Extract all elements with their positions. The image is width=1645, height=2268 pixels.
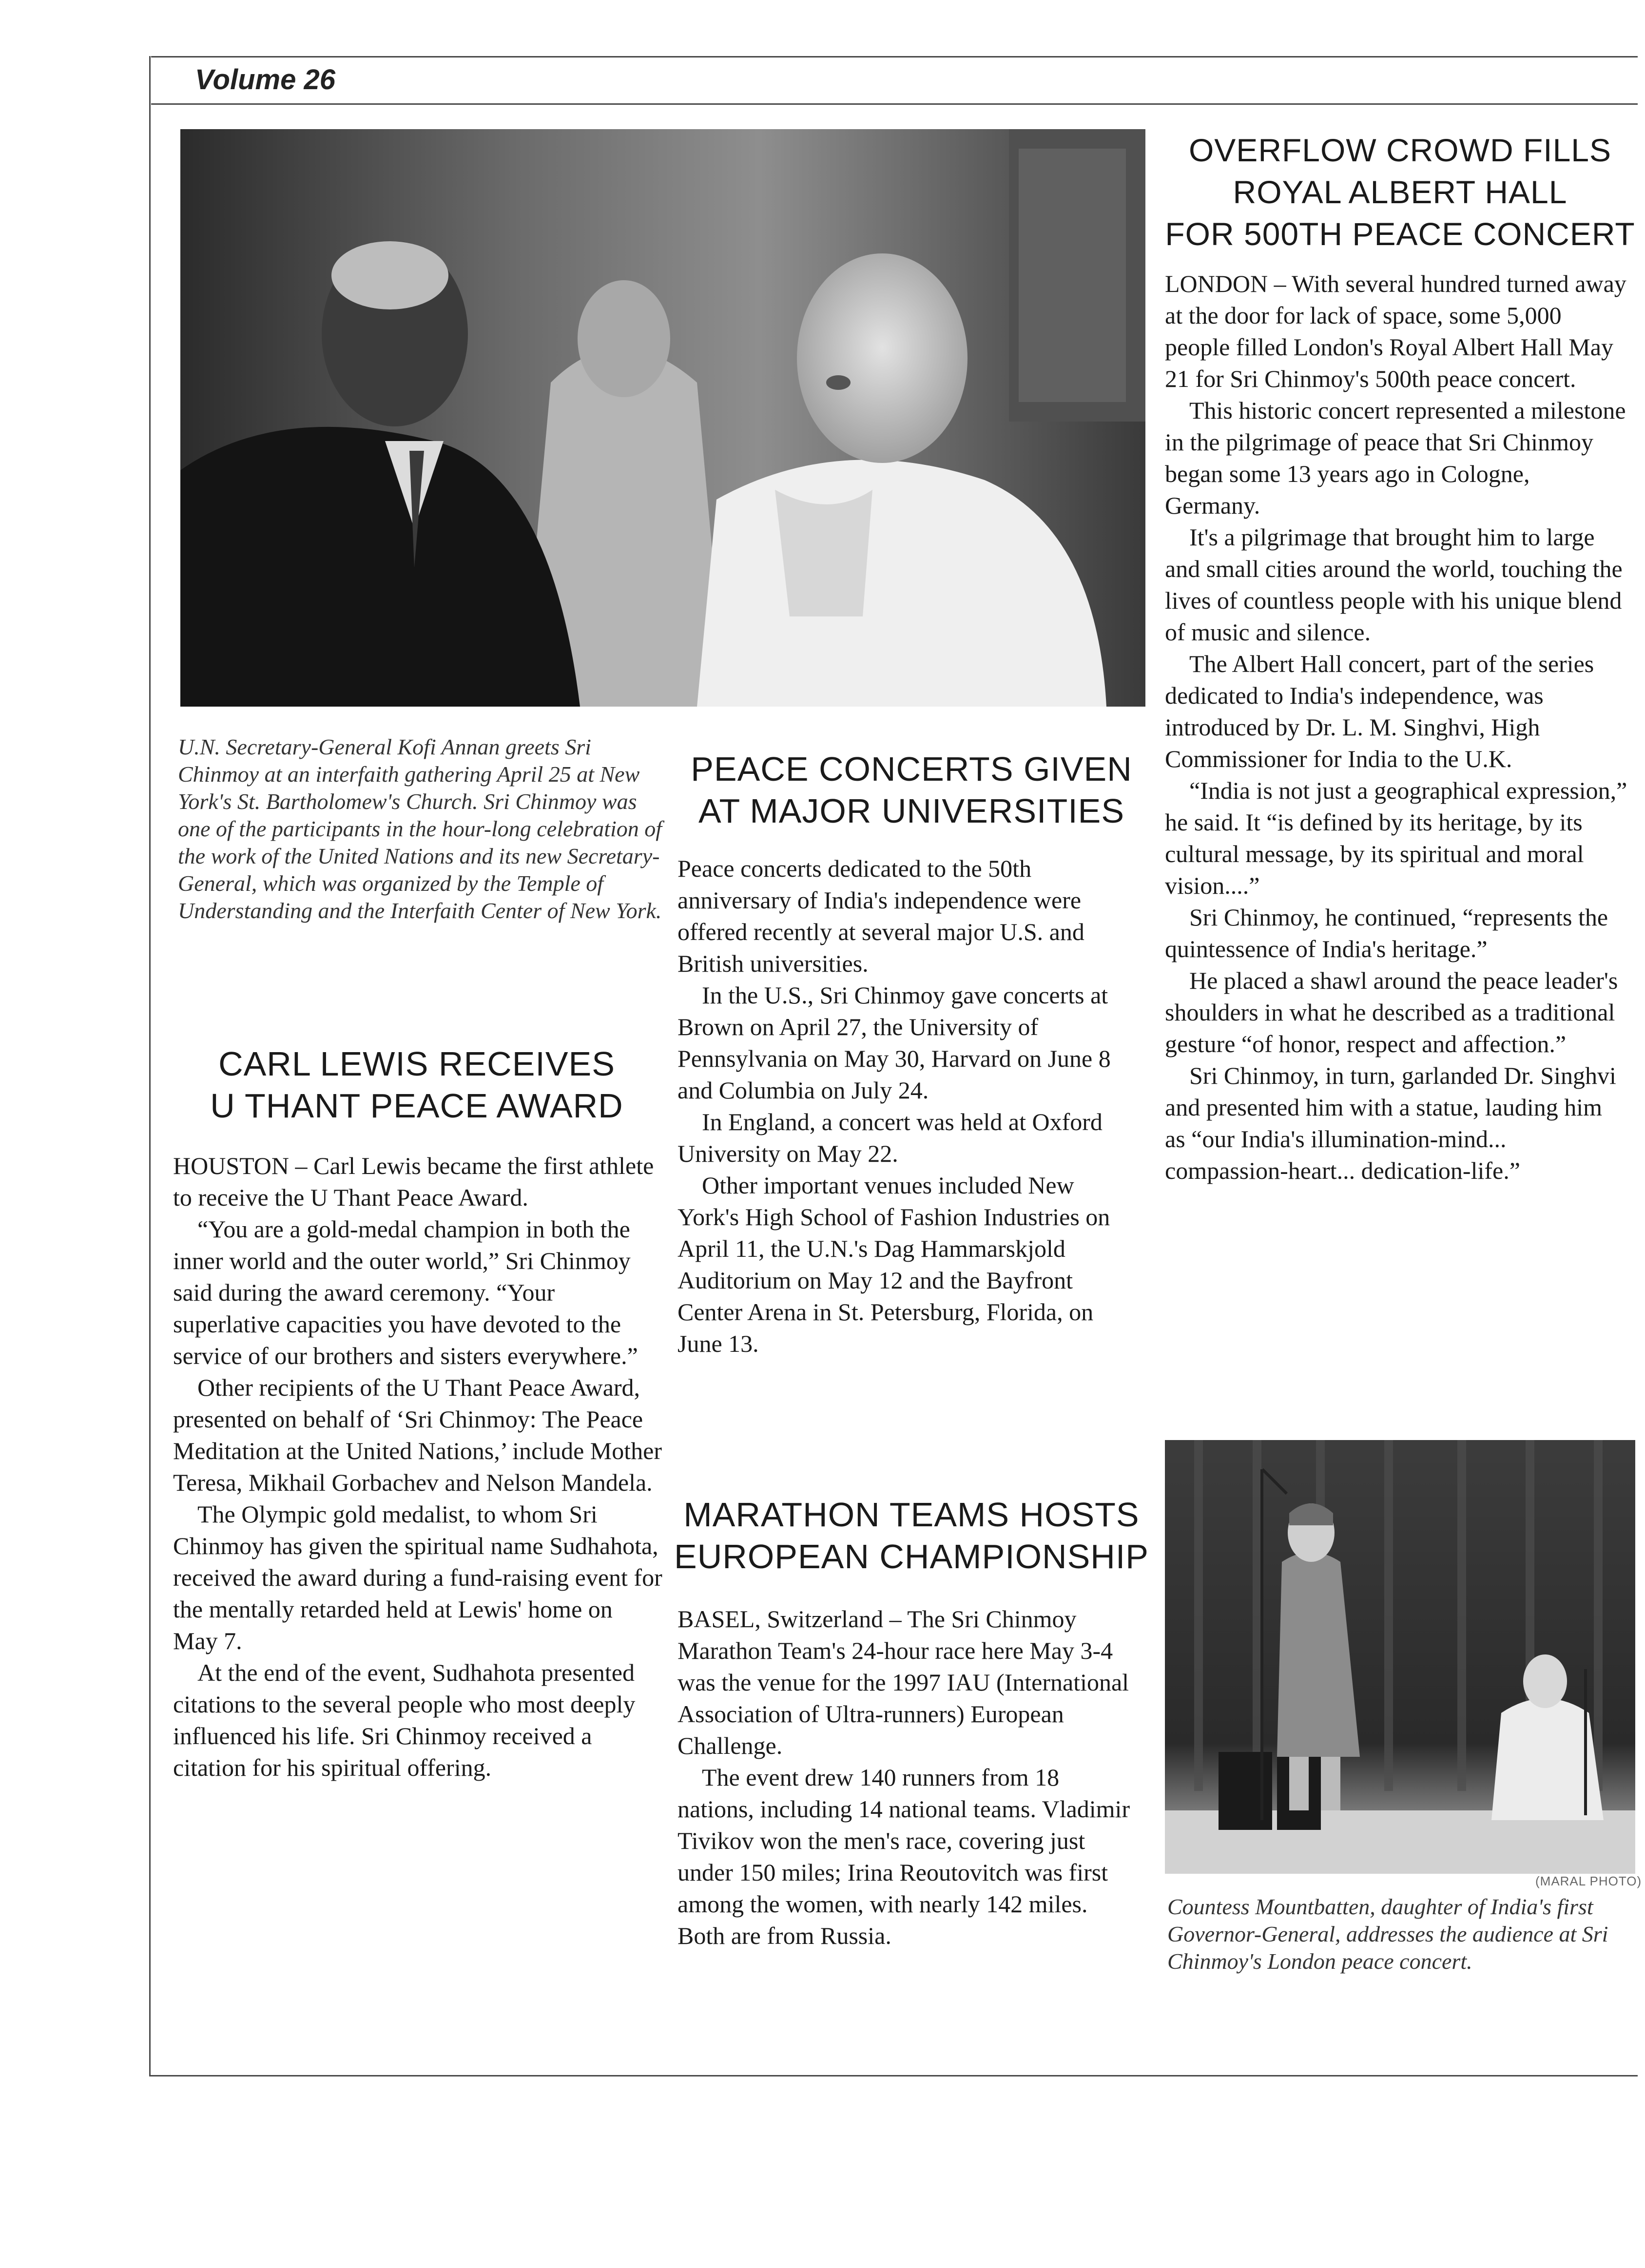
peace-concerts-headline bbox=[668, 748, 1155, 832]
left-rule bbox=[149, 56, 151, 2076]
paragraph: Other important venues included New York's High School of Fashion Industries on April 11, the U.N.'s Dag Hammarskjold Auditorium on May 12 and the Bayfront Center Arena in St. Petersburg, Florida, on June 13. bbox=[677, 1172, 1110, 1357]
header-rule bbox=[151, 103, 1638, 105]
paragraph: This historic concert represented a milestone in the pilgrimage of peace that Sri Chinmoy began some 13 years ago in Cologne, Germany. bbox=[1165, 397, 1626, 519]
photo-annan-chinmoy bbox=[180, 129, 1145, 707]
paragraph: It's a pilgrimage that brought him to large and small cities around the world, touching the lives of countless people with his unique blend of music and silence. bbox=[1165, 523, 1623, 646]
paragraph: The event drew 140 runners from 18 nations, including 14 national teams. Vladimir Tivikov won the men's race, covering just under 150 miles; Irina Reoutovitch was first among the women, with nearly 142 miles. Both are from Russia. bbox=[677, 1764, 1130, 1949]
headline-line: PEACE CONCERTS GIVEN bbox=[691, 750, 1132, 788]
headline-line: U THANT PEACE AWARD bbox=[210, 1087, 623, 1125]
paragraph: In England, a concert was held at Oxford University on May 22. bbox=[677, 1108, 1103, 1167]
paragraph: LONDON – With several hundred turned away at the door for lack of space, some 5,000 people filled London's Royal Albert Hall May 21 for Sri Chinmoy's 500th peace concert. bbox=[1165, 270, 1626, 392]
photo-credit: (MARAL PHOTO) bbox=[1535, 1874, 1642, 1888]
headline-line: FOR 500TH PEACE CONCERT bbox=[1165, 216, 1635, 252]
photo-countess-caption: Countess Mountbatten, daughter of India's first Governor-General, addresses the audience at Sri Chinmoy's London peace concert. bbox=[1167, 1894, 1608, 1974]
headline-line: OVERFLOW CROWD FILLS bbox=[1188, 132, 1612, 168]
marathon-body bbox=[677, 1603, 1136, 1952]
headline-line: MARATHON TEAMS HOSTS bbox=[683, 1496, 1140, 1534]
peace-concerts-body bbox=[677, 853, 1136, 1360]
royal-albert-body bbox=[1165, 268, 1628, 1187]
photo-annan-chinmoy-caption: U.N. Secretary-General Kofi Annan greets Sri Chinmoy at an interfaith gathering April 25 at New York's St. Bartholomew's Church. Sri Chinmoy was one of the participants in the hour-long celebration of the work of the United Nations and its new Secretary-General, which was organized by the Temple of Understanding and the Interfaith Center of New York. bbox=[178, 734, 662, 923]
volume-label: Volume 26 bbox=[195, 64, 335, 96]
paragraph: “India is not just a geographical expression,” he said. It “is defined by its heritage, by its cultural message, by its spiritual and moral vision....” bbox=[1165, 777, 1627, 899]
photo-countess-mountbatten-image bbox=[1165, 1440, 1635, 1874]
paragraph: The Olympic gold medalist, to whom Sri Chinmoy has given the spiritual name Sudhahota, received the award during a fund-raising event for the mentally retarded held at Lewis' home on May 7. bbox=[173, 1500, 662, 1654]
paragraph: Peace concerts dedicated to the 50th anniversary of India's independence were offered recently at several major U.S. and British universities. bbox=[677, 855, 1084, 977]
paragraph: BASEL, Switzerland – The Sri Chinmoy Marathon Team's 24-hour race here May 3-4 was the venue for the 1997 IAU (International Association of Ultra-runners) European Challenge. bbox=[677, 1605, 1129, 1759]
marathon-headline bbox=[668, 1494, 1155, 1577]
paragraph: Sri Chinmoy, he continued, “represents the quintessence of India's heritage.” bbox=[1165, 903, 1608, 962]
royal-albert-headline bbox=[1165, 129, 1635, 255]
paragraph: The Albert Hall concert, part of the series dedicated to India's independence, was introduced by Dr. L. M. Singhvi, High Commissioner for India to the U.K. bbox=[1165, 650, 1594, 772]
photo-annan-chinmoy-image bbox=[180, 129, 1145, 707]
headline-line: CARL LEWIS RECEIVES bbox=[218, 1045, 615, 1083]
paragraph: HOUSTON – Carl Lewis became the first athlete to receive the U Thant Peace Award. bbox=[173, 1152, 654, 1211]
bottom-rule bbox=[149, 2075, 1638, 2076]
photo-countess-mountbatten bbox=[1165, 1440, 1635, 1874]
carl-lewis-headline bbox=[161, 1043, 673, 1127]
headline-line: EUROPEAN CHAMPIONSHIP bbox=[674, 1538, 1149, 1576]
carl-lewis-body bbox=[173, 1150, 663, 1784]
headline-line: ROYAL ALBERT HALL bbox=[1233, 174, 1568, 210]
paragraph: “You are a gold-medal champion in both the inner world and the outer world,” Sri Chinmoy said during the award ceremony. “Your superlative capacities you have devoted to the service of our brothers and sisters everywhere.” bbox=[173, 1215, 638, 1369]
paragraph: Sri Chinmoy, in turn, garlanded Dr. Singhvi and presented him with a statue, lauding him as “our India's illumination-mind... compassion-heart... dedication-life.” bbox=[1165, 1062, 1616, 1184]
headline-line: AT MAJOR UNIVERSITIES bbox=[698, 792, 1125, 830]
paragraph: He placed a shawl around the peace leader's shoulders in what he described as a traditional gesture “of honor, respect and affection.” bbox=[1165, 967, 1618, 1057]
top-rule bbox=[151, 56, 1638, 58]
paragraph: In the U.S., Sri Chinmoy gave concerts at Brown on April 27, the University of Pennsylvania on May 30, Harvard on June 8 and Columbia on July 24. bbox=[677, 981, 1111, 1104]
paragraph: Other recipients of the U Thant Peace Award, presented on behalf of ‘Sri Chinmoy: The Peace Meditation at the United Nations,’ include Mother Teresa, Mikhail Gorbachev and Nelson Mandela. bbox=[173, 1374, 662, 1496]
paragraph: At the end of the event, Sudhahota presented citations to the several people who most deeply influenced his life. Sri Chinmoy received a citation for his spiritual offering. bbox=[173, 1659, 636, 1781]
